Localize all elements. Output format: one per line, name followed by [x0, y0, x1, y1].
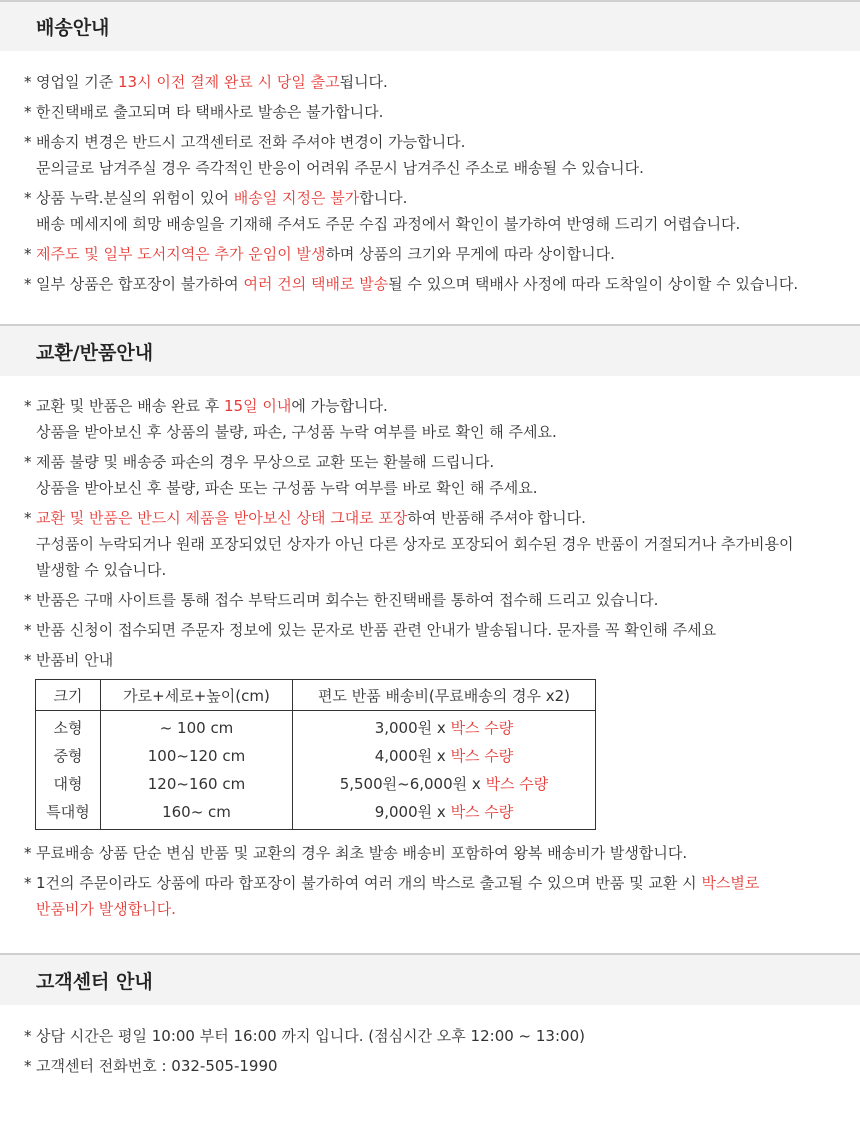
note-text: 배송지 변경은 반드시 고객센터로 전화 주셔야 변경이 가능합니다. — [36, 133, 466, 151]
note-text: 반품비 안내 — [36, 651, 114, 669]
note-item — [24, 69, 860, 95]
note-line — [36, 505, 860, 531]
note-item — [24, 587, 860, 613]
section-title-delivery: 배송안내 — [36, 17, 110, 39]
note-item — [24, 393, 860, 445]
fee-unit: 박스 수량 — [450, 747, 514, 765]
note-text: 고객센터 전화번호 : 032-505-1990 — [36, 1057, 278, 1075]
note-item — [24, 271, 860, 297]
delivery-notes — [0, 69, 860, 297]
note-line — [36, 271, 860, 297]
note-line — [36, 185, 860, 211]
fee-unit: 박스 수량 — [450, 803, 514, 821]
note-line — [36, 617, 860, 643]
note-text: 하여 반품해 주셔야 합니다. — [407, 509, 586, 527]
note-text: 발생할 수 있습니다. — [36, 561, 167, 579]
note-text: 제품 불량 및 배송중 파손의 경우 무상으로 교환 또는 환불해 드립니다. — [36, 453, 495, 471]
highlight-text: 15일 이내 — [224, 397, 292, 415]
highlight-text: 배송일 지정은 불가 — [233, 189, 360, 207]
note-text: 문의글로 남겨주실 경우 즉각적인 반응이 어려워 주문시 남겨주신 주소로 배송될 수 있습니다. — [36, 159, 644, 177]
note-line — [36, 449, 860, 475]
exchange-notes — [0, 393, 860, 673]
note-item — [24, 185, 860, 237]
fee-unit: 박스 수량 — [485, 775, 549, 793]
note-line — [36, 393, 860, 419]
fee-amount: 5,500원~6,000원 x — [339, 775, 486, 793]
section-header-exchange — [0, 324, 860, 376]
note-text: 구성품이 누락되거나 원래 포장되었던 상자가 아닌 다른 상자로 포장되어 회수된 경우 반품이 거절되거나 추가비용이 — [36, 535, 794, 553]
note-item — [24, 129, 860, 181]
note-line — [36, 475, 860, 501]
note-line — [36, 896, 860, 922]
note-line — [36, 531, 860, 557]
section-title-exchange: 교환/반품안내 — [36, 341, 154, 364]
note-text: 됩니다. — [339, 73, 388, 91]
section-title-support: 고객센터 안내 — [36, 970, 153, 993]
note-text: 상품 누락.분실의 위험이 있어 — [36, 189, 234, 207]
fee-cell-fee — [293, 798, 596, 830]
note-item — [24, 1053, 860, 1079]
fee-cell-size: 소형 — [36, 711, 101, 743]
note-text: 일부 상품은 합포장이 불가하여 — [36, 275, 244, 293]
fee-cell-size: 특대형 — [36, 798, 101, 830]
note-line — [36, 241, 860, 267]
note-line — [36, 211, 860, 237]
fee-amount: 4,000원 x — [374, 747, 451, 765]
note-line — [36, 1053, 860, 1079]
note-item — [24, 870, 860, 922]
fee-header-size: 크기 — [36, 680, 101, 711]
highlight-text: 교환 및 반품은 반드시 제품을 받아보신 상태 그대로 포장 — [36, 509, 408, 527]
highlight-text: 제주도 및 일부 도서지역은 추가 운임이 발생 — [36, 245, 326, 263]
fee-amount: 9,000원 x — [374, 803, 451, 821]
fee-cell-dimension: 120~160 cm — [101, 770, 293, 798]
fee-cell-fee — [293, 770, 596, 798]
note-line — [36, 155, 860, 181]
section-header-support — [0, 953, 860, 1005]
fee-cell-size: 대형 — [36, 770, 101, 798]
fee-header-dimension: 가로+세로+높이(cm) — [101, 680, 293, 711]
fee-table-row — [36, 711, 596, 743]
section-header-delivery — [0, 0, 860, 51]
note-line — [36, 99, 860, 125]
note-text: 영업일 기준 — [36, 73, 118, 91]
highlight-text: 여러 건의 택배로 발송 — [243, 275, 389, 293]
highlight-text: 13시 이전 결제 완료 시 당일 출고 — [118, 73, 340, 91]
note-item — [24, 647, 860, 673]
fee-amount: 3,000원 x — [374, 719, 451, 737]
fee-cell-dimension: ~ 100 cm — [101, 711, 293, 743]
note-line — [36, 557, 860, 583]
highlight-text: 박스별로 — [701, 874, 760, 892]
fee-table-row — [36, 798, 596, 830]
note-line — [36, 1023, 860, 1049]
note-item — [24, 840, 860, 866]
note-item — [24, 99, 860, 125]
highlight-text: 반품비가 발생합니다. — [36, 900, 176, 918]
note-text: 될 수 있으며 택배사 사정에 따라 도착일이 상이할 수 있습니다. — [388, 275, 799, 293]
note-text: 반품 신청이 접수되면 주문자 정보에 있는 문자로 반품 관련 안내가 발송됩니다. 문자를 꼭 확인해 주세요 — [36, 621, 717, 639]
note-text: 반품은 구매 사이트를 통해 접수 부탁드리며 회수는 한진택배를 통하여 접수해 드리고 있습니다. — [36, 591, 659, 609]
note-text: 상담 시간은 평일 10:00 부터 16:00 까지 입니다. (점심시간 오후 12:00 ~ 13:00) — [36, 1027, 585, 1045]
note-line — [36, 129, 860, 155]
note-line — [36, 419, 860, 445]
note-item — [24, 241, 860, 267]
fee-cell-dimension: 100~120 cm — [101, 742, 293, 770]
note-line — [36, 587, 860, 613]
note-line — [36, 69, 860, 95]
fee-table-row — [36, 770, 596, 798]
note-text: 한진택배로 출고되며 타 택배사로 발송은 불가합니다. — [36, 103, 384, 121]
return-fee-table — [35, 679, 596, 830]
note-item — [24, 505, 860, 583]
fee-table-row — [36, 742, 596, 770]
note-text: 합니다. — [359, 189, 408, 207]
note-item — [24, 449, 860, 501]
support-notes — [0, 1023, 860, 1079]
note-line — [36, 870, 860, 896]
note-text: 상품을 받아보신 후 상품의 불량, 파손, 구성품 누락 여부를 바로 확인 해 주세요. — [36, 423, 557, 441]
note-text: 상품을 받아보신 후 불량, 파손 또는 구성품 누락 여부를 바로 확인 해 주세요. — [36, 479, 538, 497]
fee-cell-fee — [293, 742, 596, 770]
exchange-after-notes — [0, 840, 860, 922]
note-text: 하며 상품의 크기와 무게에 따라 상이합니다. — [325, 245, 615, 263]
note-line — [36, 840, 860, 866]
note-item — [24, 617, 860, 643]
fee-unit: 박스 수량 — [450, 719, 514, 737]
note-line — [36, 647, 860, 673]
fee-header-fee: 편도 반품 배송비(무료배송의 경우 x2) — [293, 680, 596, 711]
note-item — [24, 1023, 860, 1049]
note-text: 에 가능합니다. — [291, 397, 388, 415]
note-text: 무료배송 상품 단순 변심 반품 및 교환의 경우 최초 발송 배송비 포함하여 왕복 배송비가 발생합니다. — [36, 844, 688, 862]
note-text: 배송 메세지에 희망 배송일을 기재해 주셔도 주문 수집 과정에서 확인이 불가하여 반영해 드리기 어렵습니다. — [36, 215, 741, 233]
note-text: 교환 및 반품은 배송 완료 후 — [36, 397, 224, 415]
fee-cell-fee — [293, 711, 596, 743]
note-text: 1건의 주문이라도 상품에 따라 합포장이 불가하여 여러 개의 박스로 출고될 수 있으며 반품 및 교환 시 — [36, 874, 702, 892]
fee-table-header-row — [36, 680, 596, 711]
fee-cell-dimension: 160~ cm — [101, 798, 293, 830]
fee-cell-size: 중형 — [36, 742, 101, 770]
